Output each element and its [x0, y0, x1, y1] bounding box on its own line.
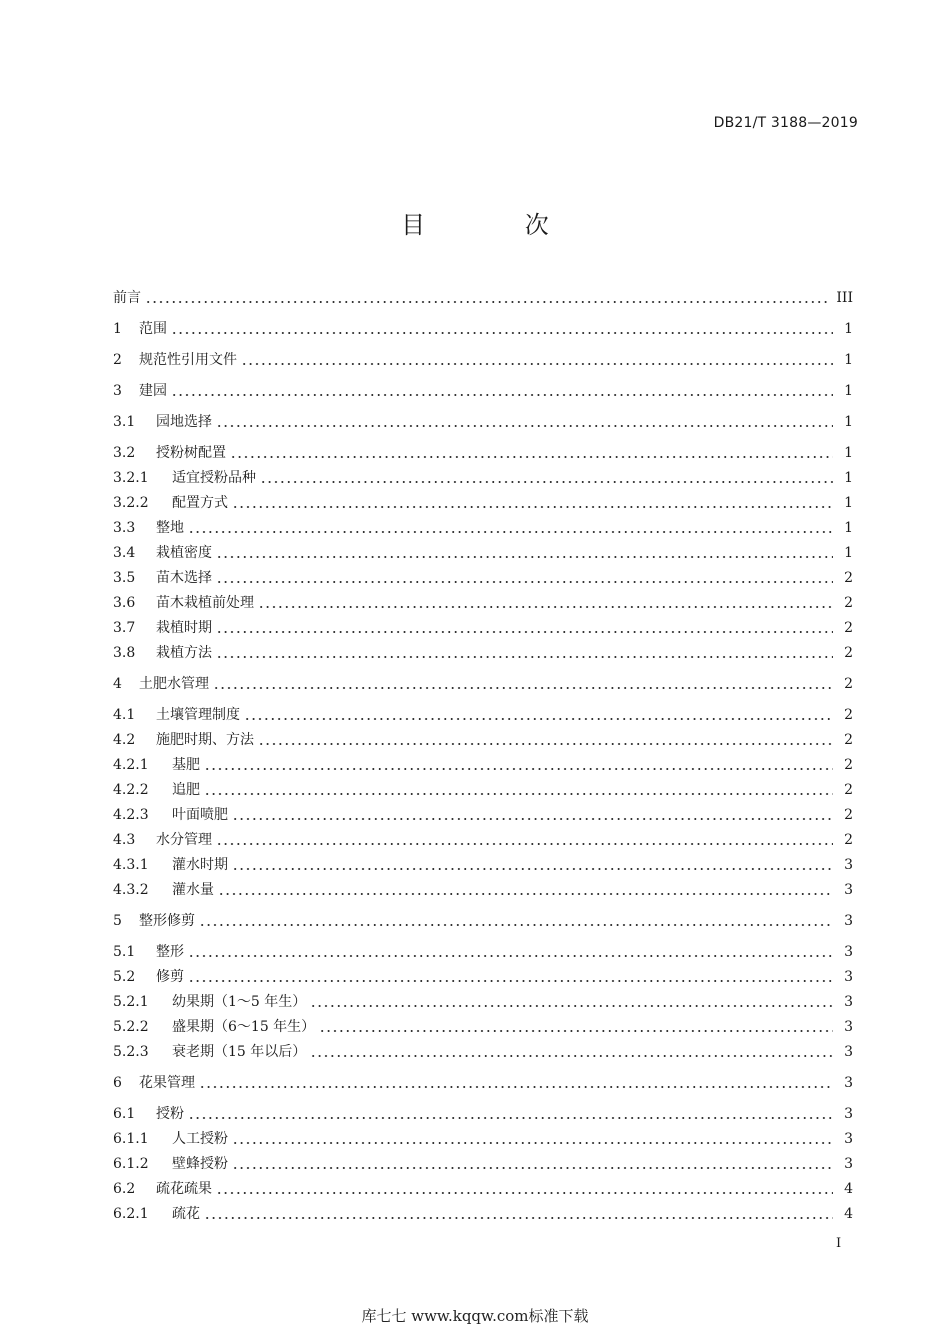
- toc-entry-title: 土壤管理制度: [156, 707, 240, 723]
- toc-dot-leader: [232, 1153, 833, 1175]
- toc-dot-leader: [232, 492, 833, 514]
- toc-dot-leader: [216, 411, 833, 433]
- toc-entry[interactable]: [113, 1016, 853, 1038]
- toc-entry-page: 2: [844, 620, 853, 636]
- toc-entry-number: 4.2.2: [113, 782, 149, 798]
- toc-entry[interactable]: [113, 1072, 853, 1094]
- toc-entry-page: 1: [844, 321, 853, 337]
- toc-entry-page: 3: [844, 913, 853, 929]
- toc-dot-leader: [310, 991, 833, 1013]
- toc-entry-title: 前言: [113, 290, 141, 306]
- toc-entry[interactable]: [113, 991, 853, 1013]
- toc-dot-leader: [216, 1178, 833, 1200]
- toc-entry-title: 整形: [156, 944, 184, 960]
- toc-entry-number: 3.2.2: [113, 495, 149, 511]
- toc-entry-number: 3.1: [113, 414, 136, 430]
- toc-entry[interactable]: [113, 542, 853, 564]
- toc-entry-number: 5.2.3: [113, 1044, 149, 1060]
- toc-entry-page: 1: [844, 545, 853, 561]
- toc-entry-number: 4.2.1: [113, 757, 149, 773]
- toc-entry-page: 3: [844, 1131, 853, 1147]
- toc-entry-number: 3.5: [113, 570, 136, 586]
- toc-entry-title: 规范性引用文件: [139, 352, 237, 368]
- toc-entry-number: 6.1.1: [113, 1131, 149, 1147]
- toc-entry-number: 5.2.1: [113, 994, 149, 1010]
- toc-entry-page: 1: [844, 470, 853, 486]
- toc-dot-leader: [216, 617, 833, 639]
- toc-dot-leader: [188, 941, 833, 963]
- toc-entry-title: 栽植密度: [156, 545, 212, 561]
- toc-entry-number: 4: [113, 676, 122, 692]
- toc-entry[interactable]: [113, 879, 853, 901]
- toc-entry-page: 2: [844, 807, 853, 823]
- toc-entry-number: 3.3: [113, 520, 136, 536]
- toc-entry-number: 4.2.3: [113, 807, 149, 823]
- toc-entry[interactable]: [113, 411, 853, 433]
- toc-entry[interactable]: [113, 941, 853, 963]
- toc-dot-leader: [171, 380, 833, 402]
- toc-entry-number: 6.1.2: [113, 1156, 149, 1172]
- toc-dot-leader: [204, 754, 833, 776]
- toc-entry-number: 4.3: [113, 832, 136, 848]
- toc-dot-leader: [260, 467, 833, 489]
- toc-dot-leader: [199, 1072, 833, 1094]
- toc-entry-number: 5.2: [113, 969, 136, 985]
- toc-dot-leader: [216, 567, 833, 589]
- toc-dot-leader: [188, 1103, 833, 1125]
- toc-entry-page: 1: [844, 520, 853, 536]
- toc-entry-number: 3.4: [113, 545, 136, 561]
- toc-dot-leader: [244, 704, 833, 726]
- toc-entry-number: 5.1: [113, 944, 136, 960]
- toc-entry[interactable]: [113, 704, 853, 726]
- toc-dot-leader: [171, 318, 833, 340]
- toc-dot-leader: [213, 673, 833, 695]
- watermark-text: 库七七 www.kqqw.com标准下载: [361, 1307, 589, 1325]
- toc-entry[interactable]: [113, 380, 853, 402]
- toc-entry-number: 5: [113, 913, 122, 929]
- toc-entry[interactable]: [113, 804, 853, 826]
- toc-entry-number: 3.2.1: [113, 470, 149, 486]
- page-number: I: [836, 1236, 842, 1251]
- toc-dot-leader: [216, 542, 833, 564]
- toc-entry-page: III: [836, 290, 853, 306]
- toc-entry-title: 水分管理: [156, 832, 212, 848]
- toc-entry-number: 5.2.2: [113, 1019, 149, 1035]
- toc-dot-leader: [216, 829, 833, 851]
- toc-entry[interactable]: [113, 1041, 853, 1063]
- toc-entry-page: 1: [844, 495, 853, 511]
- toc-entry-title: 整形修剪: [139, 913, 195, 929]
- toc-entry-page: 2: [844, 832, 853, 848]
- toc-entry[interactable]: [113, 287, 853, 309]
- toc-entry-title: 花果管理: [139, 1075, 195, 1091]
- toc-entry[interactable]: [113, 1203, 853, 1225]
- toc-entry-title: 修剪: [156, 969, 184, 985]
- toc-entry-page: 1: [844, 414, 853, 430]
- toc-entry[interactable]: [113, 1153, 853, 1175]
- toc-entry[interactable]: [113, 829, 853, 851]
- toc-entry-number: 4.1: [113, 707, 136, 723]
- toc-entry-title: 栽植时期: [156, 620, 212, 636]
- toc-entry-page: 3: [844, 1044, 853, 1060]
- toc-dot-leader: [241, 349, 833, 371]
- toc-dot-leader: [232, 854, 833, 876]
- toc-entry-page: 3: [844, 857, 853, 873]
- toc-entry-title: 追肥: [172, 782, 200, 798]
- toc-entry-title: 盛果期（6～15 年生）: [172, 1019, 316, 1035]
- toc-entry-title: 施肥时期、方法: [156, 732, 254, 748]
- toc-entry-page: 2: [844, 570, 853, 586]
- toc-entry-page: 3: [844, 944, 853, 960]
- toc-entry-title: 苗木选择: [156, 570, 212, 586]
- toc-dot-leader: [258, 729, 833, 751]
- toc-entry-title: 灌水量: [172, 882, 214, 898]
- toc-entry-number: 3.2: [113, 445, 136, 461]
- toc-entry[interactable]: [113, 349, 853, 371]
- standard-code: DB21/T 3188—2019: [713, 115, 858, 131]
- toc-entry[interactable]: [113, 1178, 853, 1200]
- toc-entry-number: 4.2: [113, 732, 136, 748]
- toc-entry-title: 适宜授粉品种: [172, 470, 256, 486]
- toc-dot-leader: [199, 910, 833, 932]
- toc-entry-title: 园地选择: [156, 414, 212, 430]
- toc-entry-page: 2: [844, 645, 853, 661]
- toc-entry[interactable]: [113, 966, 853, 988]
- toc-dot-leader: [204, 1203, 833, 1225]
- toc-entry-number: 3.8: [113, 645, 136, 661]
- toc-entry[interactable]: [113, 592, 853, 614]
- toc-entry[interactable]: [113, 910, 853, 932]
- toc-entry[interactable]: [113, 318, 853, 340]
- toc-entry[interactable]: [113, 642, 853, 664]
- toc-entry-title: 叶面喷肥: [172, 807, 228, 823]
- toc-entry[interactable]: [113, 729, 853, 751]
- toc-entry-page: 3: [844, 1019, 853, 1035]
- toc-entry-page: 3: [844, 969, 853, 985]
- toc-entry-page: 3: [844, 994, 853, 1010]
- toc-entry-page: 2: [844, 782, 853, 798]
- toc-entry-page: 4: [844, 1206, 853, 1222]
- toc-dot-leader: [232, 1128, 833, 1150]
- toc-entry-title: 幼果期（1～5 年生）: [172, 994, 307, 1010]
- toc-entry-title: 壁蜂授粉: [172, 1156, 228, 1172]
- toc-dot-leader: [145, 287, 828, 309]
- toc-entry-number: 6.1: [113, 1106, 136, 1122]
- toc-entry-title: 建园: [139, 383, 167, 399]
- toc-dot-leader: [218, 879, 833, 901]
- toc-entry-page: 2: [844, 595, 853, 611]
- toc-entry-page: 2: [844, 757, 853, 773]
- toc-entry-number: 3.6: [113, 595, 136, 611]
- toc-entry-number: 6.2.1: [113, 1206, 149, 1222]
- toc-entry-page: 3: [844, 1075, 853, 1091]
- toc-entry-title: 人工授粉: [172, 1131, 228, 1147]
- toc-entry-number: 4.3.1: [113, 857, 149, 873]
- toc-entry-number: 3: [113, 383, 122, 399]
- toc-entry[interactable]: [113, 442, 853, 464]
- toc-dot-leader: [310, 1041, 833, 1063]
- toc-entry-page: 4: [844, 1181, 853, 1197]
- toc-entry-page: 1: [844, 352, 853, 368]
- toc-entry-title: 配置方式: [172, 495, 228, 511]
- toc-entry-title: 栽植方法: [156, 645, 212, 661]
- toc-entry-title: 疏花疏果: [156, 1181, 212, 1197]
- toc-entry-page: 2: [844, 732, 853, 748]
- toc-entry[interactable]: [113, 1103, 853, 1125]
- toc-dot-leader: [230, 442, 833, 464]
- toc-entry-title: 范围: [139, 321, 167, 337]
- toc-entry-page: 3: [844, 1106, 853, 1122]
- toc-dot-leader: [188, 966, 833, 988]
- toc-entry-page: 1: [844, 383, 853, 399]
- toc-entry[interactable]: [113, 1128, 853, 1150]
- toc-entry[interactable]: [113, 517, 853, 539]
- toc-dot-leader: [258, 592, 833, 614]
- toc-entry-page: 1: [844, 445, 853, 461]
- toc-entry[interactable]: [113, 567, 853, 589]
- toc-entry-number: 2: [113, 352, 122, 368]
- toc-entry-number: 6.2: [113, 1181, 136, 1197]
- toc-dot-leader: [204, 779, 833, 801]
- toc-entry-title: 基肥: [172, 757, 200, 773]
- toc-dot-leader: [216, 642, 833, 664]
- toc-entry[interactable]: [113, 854, 853, 876]
- toc-entry[interactable]: [113, 617, 853, 639]
- toc-entry[interactable]: [113, 467, 853, 489]
- toc-entry-number: 3.7: [113, 620, 136, 636]
- toc-entry[interactable]: [113, 754, 853, 776]
- toc-title: 目 次: [401, 211, 595, 239]
- toc-dot-leader: [188, 517, 833, 539]
- toc-entry-page: 3: [844, 1156, 853, 1172]
- toc-entry-title: 土肥水管理: [139, 676, 209, 692]
- toc-entry-number: 1: [113, 321, 122, 337]
- toc-entry-title: 苗木栽植前处理: [156, 595, 254, 611]
- toc-entry-page: 2: [844, 676, 853, 692]
- toc-entry-title: 衰老期（15 年以后）: [172, 1044, 307, 1060]
- toc-entry-title: 疏花: [172, 1206, 200, 1222]
- toc-entry-page: 2: [844, 707, 853, 723]
- toc-dot-leader: [232, 804, 833, 826]
- toc-entry-title: 整地: [156, 520, 184, 536]
- toc-entry[interactable]: [113, 779, 853, 801]
- toc-entry-number: 4.3.2: [113, 882, 149, 898]
- toc-entry[interactable]: [113, 673, 853, 695]
- toc-entry-page: 3: [844, 882, 853, 898]
- toc-dot-leader: [319, 1016, 833, 1038]
- toc-entry[interactable]: [113, 492, 853, 514]
- toc-entry-title: 授粉: [156, 1106, 184, 1122]
- toc-entry-number: 6: [113, 1075, 122, 1091]
- toc-entry-title: 灌水时期: [172, 857, 228, 873]
- toc-entry-title: 授粉树配置: [156, 445, 226, 461]
